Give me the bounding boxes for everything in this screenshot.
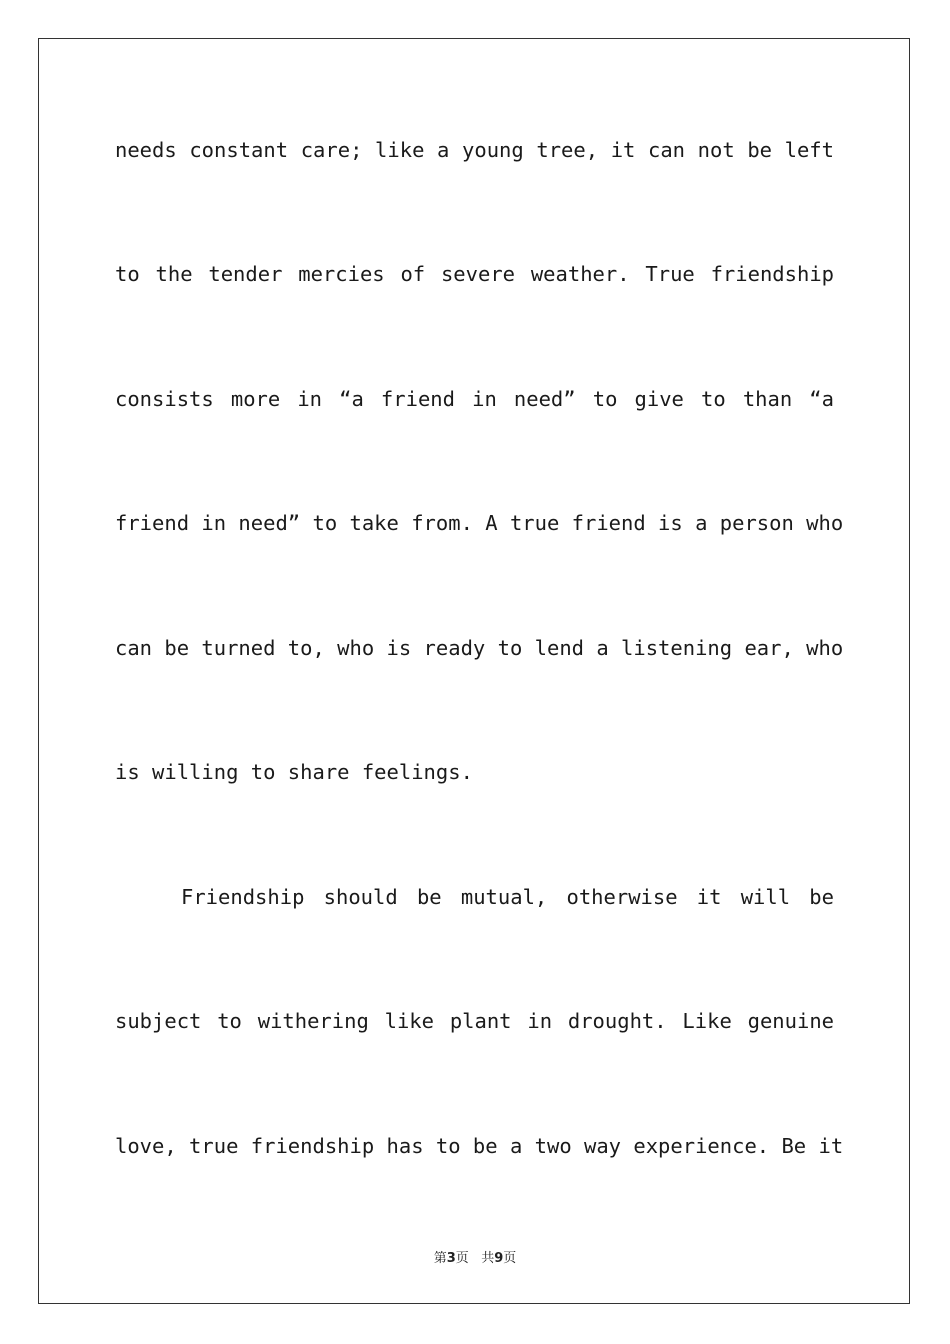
page-footer (0, 1247, 950, 1266)
total-prefix: 共 (481, 1251, 495, 1266)
text-line-1: needs constant care; like a young tree, it can not be left (115, 138, 834, 162)
text-line-5: can be turned to, who is ready to lend a listening ear, who (115, 636, 844, 660)
page-number: 3 (446, 1251, 456, 1266)
text-line-2: to the tender mercies of severe weather. True friendship (115, 262, 834, 286)
text-line-8: subject to withering like plant in drought. Like genuine (115, 1009, 834, 1033)
text-line-6: is willing to share feelings. (115, 760, 473, 784)
page-prefix: 第 (433, 1251, 447, 1266)
total-pages: 9 (494, 1251, 504, 1266)
total-suffix: 页 (503, 1251, 517, 1266)
page-suffix: 页 (455, 1251, 469, 1266)
page-border (38, 38, 910, 1304)
text-line-4: friend in need” to take from. A true friend is a person who (115, 511, 844, 535)
text-line-9: love, true friendship has to be a two way experience. Be it (115, 1134, 844, 1158)
text-line-7: Friendship should be mutual, otherwise it will be (181, 885, 834, 909)
text-line-3: consists more in “a friend in need” to give to than “a (115, 387, 834, 411)
